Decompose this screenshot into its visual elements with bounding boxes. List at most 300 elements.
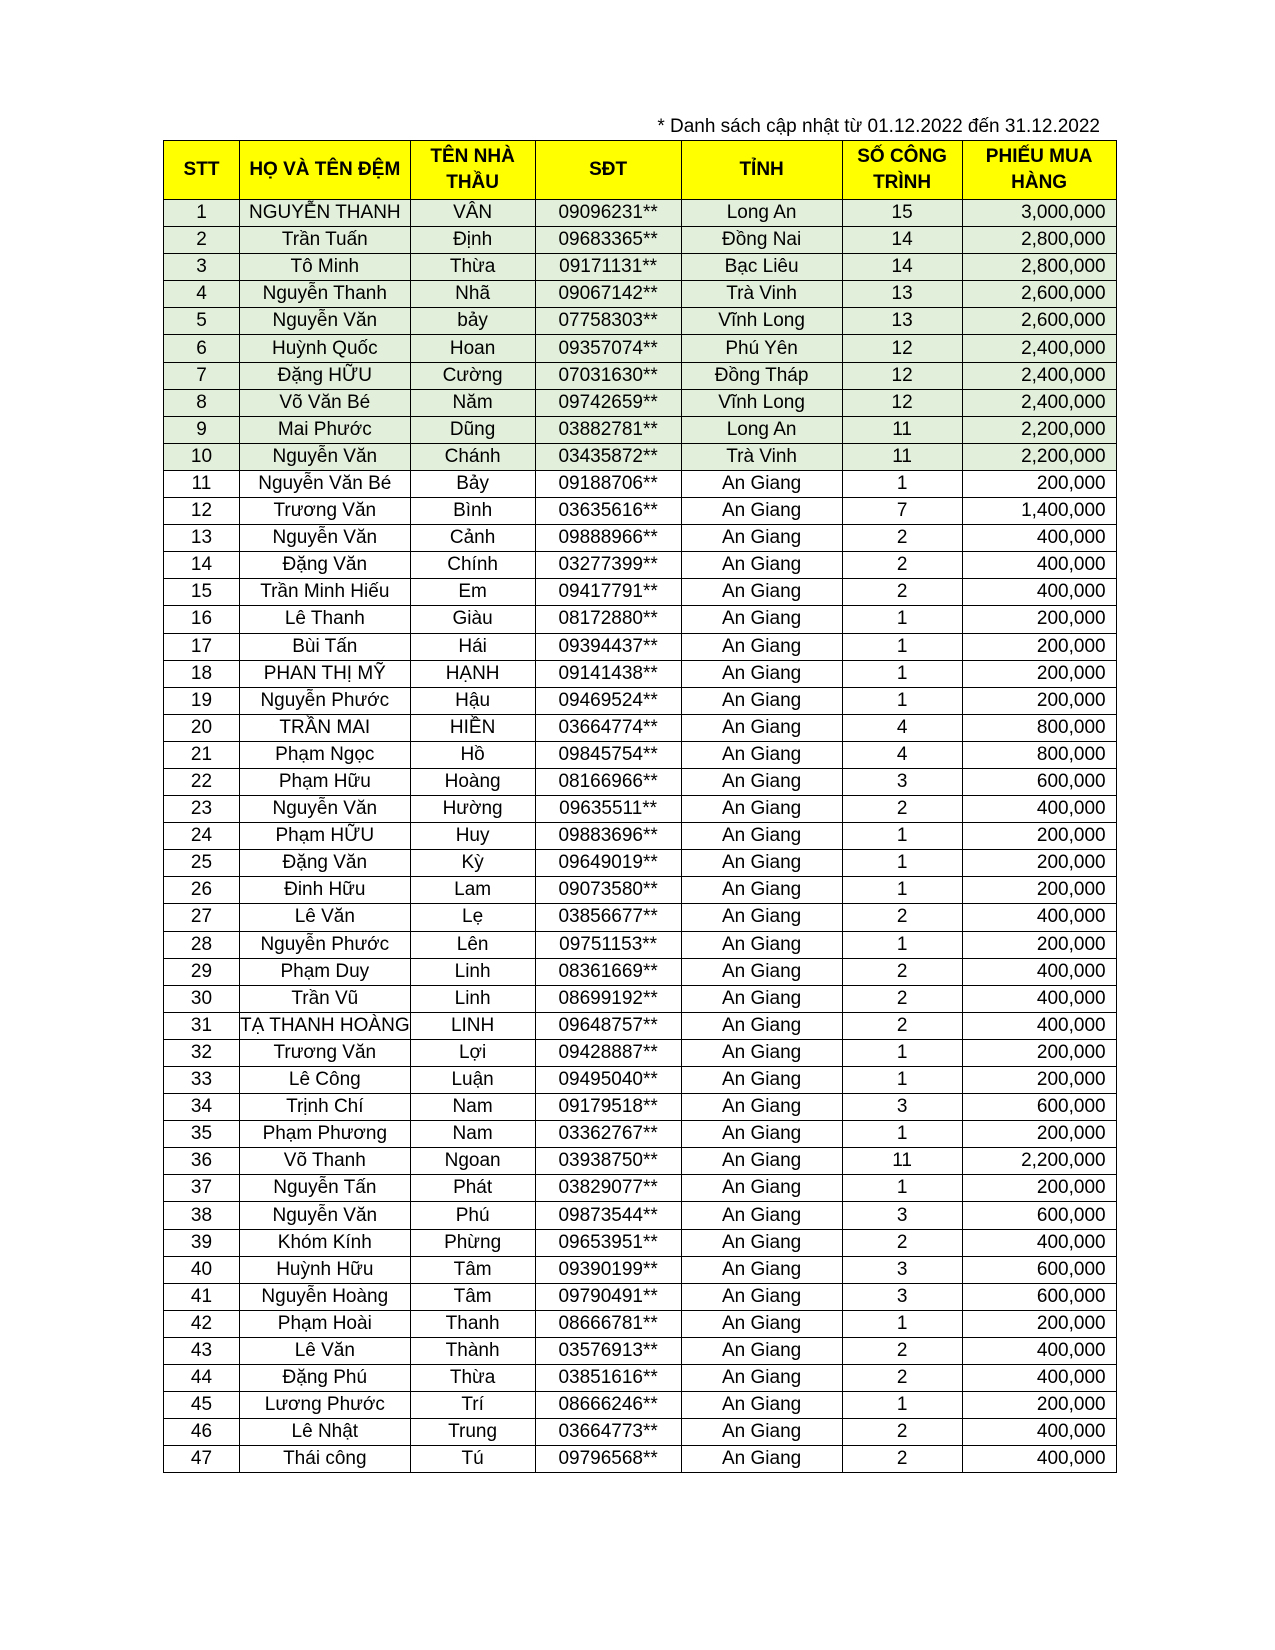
table-row — [164, 1148, 1117, 1175]
cell-ho-ten-dem: TẠ THANH HOÀNG — [240, 1012, 411, 1039]
cell-sdt: 08699192** — [535, 985, 681, 1012]
cell-ho-ten-dem: Mai Phước — [240, 416, 411, 443]
cell-so-cong-trinh: 1 — [842, 1039, 962, 1066]
cell-stt: 19 — [164, 687, 240, 714]
table-row — [164, 687, 1117, 714]
cell-tinh: Trà Vinh — [681, 281, 842, 308]
cell-stt: 45 — [164, 1392, 240, 1419]
cell-stt: 29 — [164, 958, 240, 985]
table-row — [164, 579, 1117, 606]
cell-sdt: 09417791** — [535, 579, 681, 606]
header-phieu-line1: PHIẾU MUA — [985, 146, 1093, 167]
cell-ho-ten-dem: Phạm Hoài — [240, 1310, 411, 1337]
cell-sdt: 09649019** — [535, 850, 681, 877]
cell-stt: 30 — [164, 985, 240, 1012]
cell-sdt: 09188706** — [535, 470, 681, 497]
cell-tinh: An Giang — [681, 1419, 842, 1446]
cell-so-cong-trinh: 2 — [842, 1337, 962, 1364]
table-row — [164, 335, 1117, 362]
cell-so-cong-trinh: 4 — [842, 714, 962, 741]
cell-phieu-mua-hang: 200,000 — [962, 1039, 1116, 1066]
cell-so-cong-trinh: 14 — [842, 254, 962, 281]
cell-tinh: An Giang — [681, 606, 842, 633]
table-row — [164, 1121, 1117, 1148]
table-row — [164, 281, 1117, 308]
cell-phieu-mua-hang: 400,000 — [962, 1446, 1116, 1473]
cell-ho-ten-dem: Lương Phước — [240, 1392, 411, 1419]
cell-so-cong-trinh: 1 — [842, 687, 962, 714]
cell-sdt: 09653951** — [535, 1229, 681, 1256]
cell-ten-nha-thau: Tâm — [410, 1283, 535, 1310]
cell-so-cong-trinh: 1 — [842, 877, 962, 904]
cell-ten-nha-thau: Nhã — [410, 281, 535, 308]
cell-stt: 34 — [164, 1094, 240, 1121]
cell-ho-ten-dem: Phạm HỮU — [240, 823, 411, 850]
header-so-line1: SỐ CÔNG — [857, 146, 947, 167]
cell-stt: 4 — [164, 281, 240, 308]
cell-ten-nha-thau: Chánh — [410, 443, 535, 470]
table-row — [164, 1365, 1117, 1392]
cell-sdt: 03277399** — [535, 552, 681, 579]
cell-ten-nha-thau: Hồ — [410, 741, 535, 768]
table-row — [164, 985, 1117, 1012]
cell-ten-nha-thau: Chính — [410, 552, 535, 579]
cell-ten-nha-thau: Lẹ — [410, 904, 535, 931]
cell-ten-nha-thau: Phú — [410, 1202, 535, 1229]
header-phieu-mua-hang — [962, 141, 1116, 200]
cell-so-cong-trinh: 1 — [842, 1067, 962, 1094]
table-row — [164, 1337, 1117, 1364]
cell-phieu-mua-hang: 600,000 — [962, 1094, 1116, 1121]
cell-ten-nha-thau: Trí — [410, 1392, 535, 1419]
cell-ten-nha-thau: Thành — [410, 1337, 535, 1364]
table-row — [164, 714, 1117, 741]
cell-tinh: An Giang — [681, 1229, 842, 1256]
cell-so-cong-trinh: 3 — [842, 1202, 962, 1229]
table-row — [164, 606, 1117, 633]
cell-sdt: 08361669** — [535, 958, 681, 985]
cell-ten-nha-thau: Ngoan — [410, 1148, 535, 1175]
cell-phieu-mua-hang: 2,200,000 — [962, 443, 1116, 470]
table-row — [164, 1256, 1117, 1283]
cell-tinh: An Giang — [681, 525, 842, 552]
cell-sdt: 03938750** — [535, 1148, 681, 1175]
table-row — [164, 823, 1117, 850]
cell-stt: 16 — [164, 606, 240, 633]
cell-phieu-mua-hang: 2,200,000 — [962, 1148, 1116, 1175]
cell-tinh: Phú Yên — [681, 335, 842, 362]
table-row — [164, 1310, 1117, 1337]
cell-stt: 2 — [164, 227, 240, 254]
cell-ho-ten-dem: Trương Văn — [240, 1039, 411, 1066]
cell-ten-nha-thau: Luận — [410, 1067, 535, 1094]
table-row — [164, 552, 1117, 579]
cell-phieu-mua-hang: 400,000 — [962, 1365, 1116, 1392]
cell-sdt: 09495040** — [535, 1067, 681, 1094]
table-body — [164, 200, 1117, 1473]
cell-so-cong-trinh: 2 — [842, 1229, 962, 1256]
table-row — [164, 633, 1117, 660]
cell-ho-ten-dem: Đặng Phú — [240, 1365, 411, 1392]
header-ho-ten-dem: HỌ VÀ TÊN ĐỆM — [240, 141, 411, 200]
cell-so-cong-trinh: 2 — [842, 985, 962, 1012]
cell-so-cong-trinh: 2 — [842, 525, 962, 552]
cell-sdt: 09790491** — [535, 1283, 681, 1310]
cell-ten-nha-thau: LINH — [410, 1012, 535, 1039]
cell-stt: 20 — [164, 714, 240, 741]
header-ten-line1: TÊN NHÀ — [430, 146, 515, 167]
cell-phieu-mua-hang: 400,000 — [962, 1229, 1116, 1256]
table-row — [164, 796, 1117, 823]
cell-tinh: An Giang — [681, 1175, 842, 1202]
cell-phieu-mua-hang: 2,400,000 — [962, 362, 1116, 389]
cell-tinh: An Giang — [681, 1039, 842, 1066]
cell-ho-ten-dem: TRẦN MAI — [240, 714, 411, 741]
cell-so-cong-trinh: 11 — [842, 416, 962, 443]
cell-tinh: An Giang — [681, 552, 842, 579]
cell-phieu-mua-hang: 400,000 — [962, 525, 1116, 552]
cell-ten-nha-thau: Phừng — [410, 1229, 535, 1256]
cell-ten-nha-thau: Lợi — [410, 1039, 535, 1066]
cell-sdt: 03856677** — [535, 904, 681, 931]
cell-sdt: 03829077** — [535, 1175, 681, 1202]
cell-sdt: 09394437** — [535, 633, 681, 660]
cell-so-cong-trinh: 11 — [842, 443, 962, 470]
cell-phieu-mua-hang: 200,000 — [962, 1175, 1116, 1202]
table-row — [164, 1175, 1117, 1202]
cell-ten-nha-thau: Cảnh — [410, 525, 535, 552]
cell-ho-ten-dem: NGUYỄN THANH — [240, 200, 411, 227]
table-row — [164, 1012, 1117, 1039]
cell-sdt: 09683365** — [535, 227, 681, 254]
cell-sdt: 03435872** — [535, 443, 681, 470]
cell-sdt: 03664773** — [535, 1419, 681, 1446]
cell-ten-nha-thau: VÂN — [410, 200, 535, 227]
cell-phieu-mua-hang: 400,000 — [962, 1337, 1116, 1364]
cell-ten-nha-thau: Cường — [410, 362, 535, 389]
cell-ten-nha-thau: Nam — [410, 1094, 535, 1121]
cell-ho-ten-dem: Nguyễn Phước — [240, 687, 411, 714]
cell-sdt: 03362767** — [535, 1121, 681, 1148]
table-row — [164, 931, 1117, 958]
cell-so-cong-trinh: 13 — [842, 308, 962, 335]
cell-stt: 23 — [164, 796, 240, 823]
contractor-table — [163, 140, 1117, 1473]
cell-ho-ten-dem: Trịnh Chí — [240, 1094, 411, 1121]
cell-ho-ten-dem: Nguyễn Văn — [240, 308, 411, 335]
header-stt: STT — [164, 141, 240, 200]
cell-tinh: An Giang — [681, 1012, 842, 1039]
cell-tinh: Trà Vinh — [681, 443, 842, 470]
table-row — [164, 200, 1117, 227]
cell-stt: 13 — [164, 525, 240, 552]
cell-sdt: 07031630** — [535, 362, 681, 389]
cell-phieu-mua-hang: 200,000 — [962, 877, 1116, 904]
cell-phieu-mua-hang: 600,000 — [962, 768, 1116, 795]
cell-ho-ten-dem: Nguyễn Phước — [240, 931, 411, 958]
cell-phieu-mua-hang: 600,000 — [962, 1256, 1116, 1283]
cell-ho-ten-dem: Đặng Văn — [240, 552, 411, 579]
cell-tinh: An Giang — [681, 1256, 842, 1283]
cell-ho-ten-dem: Nguyễn Tấn — [240, 1175, 411, 1202]
cell-ten-nha-thau: Hậu — [410, 687, 535, 714]
cell-so-cong-trinh: 2 — [842, 958, 962, 985]
cell-phieu-mua-hang: 2,600,000 — [962, 281, 1116, 308]
cell-so-cong-trinh: 12 — [842, 362, 962, 389]
cell-stt: 27 — [164, 904, 240, 931]
cell-so-cong-trinh: 14 — [842, 227, 962, 254]
cell-phieu-mua-hang: 400,000 — [962, 1419, 1116, 1446]
cell-so-cong-trinh: 2 — [842, 552, 962, 579]
cell-stt: 17 — [164, 633, 240, 660]
cell-ten-nha-thau: Hoàng — [410, 768, 535, 795]
cell-phieu-mua-hang: 3,000,000 — [962, 200, 1116, 227]
cell-stt: 11 — [164, 470, 240, 497]
cell-stt: 35 — [164, 1121, 240, 1148]
cell-tinh: An Giang — [681, 850, 842, 877]
cell-stt: 14 — [164, 552, 240, 579]
cell-phieu-mua-hang: 600,000 — [962, 1283, 1116, 1310]
cell-ho-ten-dem: Trần Vũ — [240, 985, 411, 1012]
cell-ten-nha-thau: Linh — [410, 958, 535, 985]
cell-tinh: Vĩnh Long — [681, 389, 842, 416]
cell-tinh: An Giang — [681, 1067, 842, 1094]
cell-ho-ten-dem: Phạm Hữu — [240, 768, 411, 795]
cell-so-cong-trinh: 12 — [842, 335, 962, 362]
cell-tinh: An Giang — [681, 1148, 842, 1175]
cell-ten-nha-thau: Huy — [410, 823, 535, 850]
cell-ho-ten-dem: Nguyễn Văn — [240, 796, 411, 823]
cell-phieu-mua-hang: 200,000 — [962, 660, 1116, 687]
cell-tinh: An Giang — [681, 687, 842, 714]
table-row — [164, 877, 1117, 904]
cell-ho-ten-dem: Đặng HỮU — [240, 362, 411, 389]
cell-tinh: An Giang — [681, 714, 842, 741]
cell-so-cong-trinh: 1 — [842, 606, 962, 633]
table-row — [164, 443, 1117, 470]
table-row — [164, 525, 1117, 552]
cell-phieu-mua-hang: 200,000 — [962, 606, 1116, 633]
cell-tinh: An Giang — [681, 470, 842, 497]
cell-phieu-mua-hang: 400,000 — [962, 552, 1116, 579]
update-note: * Danh sách cập nhật từ 01.12.2022 đến 31.12.2022 — [657, 116, 1100, 137]
cell-ten-nha-thau: Tâm — [410, 1256, 535, 1283]
header-sdt: SĐT — [535, 141, 681, 200]
cell-tinh: An Giang — [681, 660, 842, 687]
cell-phieu-mua-hang: 600,000 — [962, 1202, 1116, 1229]
cell-sdt: 09751153** — [535, 931, 681, 958]
cell-stt: 31 — [164, 1012, 240, 1039]
cell-sdt: 03576913** — [535, 1337, 681, 1364]
cell-phieu-mua-hang: 200,000 — [962, 1392, 1116, 1419]
cell-stt: 15 — [164, 579, 240, 606]
cell-ho-ten-dem: Trương Văn — [240, 498, 411, 525]
cell-sdt: 09883696** — [535, 823, 681, 850]
table-row — [164, 1229, 1117, 1256]
cell-ho-ten-dem: PHAN THỊ MỸ — [240, 660, 411, 687]
cell-ho-ten-dem: Võ Thanh — [240, 1148, 411, 1175]
cell-ten-nha-thau: Lam — [410, 877, 535, 904]
table-row — [164, 1392, 1117, 1419]
cell-tinh: An Giang — [681, 1202, 842, 1229]
cell-ho-ten-dem: Đặng Văn — [240, 850, 411, 877]
cell-stt: 39 — [164, 1229, 240, 1256]
cell-stt: 12 — [164, 498, 240, 525]
cell-tinh: Long An — [681, 416, 842, 443]
cell-ten-nha-thau: HẠNH — [410, 660, 535, 687]
cell-sdt: 08172880** — [535, 606, 681, 633]
cell-ho-ten-dem: Huỳnh Quốc — [240, 335, 411, 362]
cell-phieu-mua-hang: 200,000 — [962, 1310, 1116, 1337]
cell-tinh: An Giang — [681, 1094, 842, 1121]
cell-phieu-mua-hang: 200,000 — [962, 1121, 1116, 1148]
cell-sdt: 03635616** — [535, 498, 681, 525]
cell-sdt: 03664774** — [535, 714, 681, 741]
cell-phieu-mua-hang: 400,000 — [962, 1012, 1116, 1039]
cell-stt: 43 — [164, 1337, 240, 1364]
cell-stt: 9 — [164, 416, 240, 443]
cell-stt: 33 — [164, 1067, 240, 1094]
cell-so-cong-trinh: 2 — [842, 1419, 962, 1446]
cell-stt: 37 — [164, 1175, 240, 1202]
cell-ten-nha-thau: Thanh — [410, 1310, 535, 1337]
table-row — [164, 768, 1117, 795]
cell-phieu-mua-hang: 800,000 — [962, 741, 1116, 768]
cell-sdt: 03851616** — [535, 1365, 681, 1392]
cell-sdt: 08666781** — [535, 1310, 681, 1337]
cell-ho-ten-dem: Nguyễn Văn — [240, 525, 411, 552]
cell-ho-ten-dem: Nguyễn Hoàng — [240, 1283, 411, 1310]
table-row — [164, 498, 1117, 525]
cell-stt: 1 — [164, 200, 240, 227]
cell-stt: 40 — [164, 1256, 240, 1283]
cell-tinh: Đồng Tháp — [681, 362, 842, 389]
cell-ho-ten-dem: Trần Minh Hiếu — [240, 579, 411, 606]
cell-phieu-mua-hang: 2,800,000 — [962, 227, 1116, 254]
cell-tinh: An Giang — [681, 741, 842, 768]
cell-sdt: 09469524** — [535, 687, 681, 714]
cell-so-cong-trinh: 1 — [842, 1392, 962, 1419]
cell-ten-nha-thau: Phát — [410, 1175, 535, 1202]
cell-ten-nha-thau: Định — [410, 227, 535, 254]
table-row — [164, 416, 1117, 443]
cell-ten-nha-thau: Nam — [410, 1121, 535, 1148]
table-row — [164, 470, 1117, 497]
cell-tinh: An Giang — [681, 633, 842, 660]
cell-sdt: 09096231** — [535, 200, 681, 227]
cell-so-cong-trinh: 2 — [842, 796, 962, 823]
cell-stt: 3 — [164, 254, 240, 281]
cell-phieu-mua-hang: 2,400,000 — [962, 389, 1116, 416]
cell-so-cong-trinh: 1 — [842, 633, 962, 660]
cell-sdt: 08166966** — [535, 768, 681, 795]
table-row — [164, 660, 1117, 687]
cell-sdt: 09888966** — [535, 525, 681, 552]
cell-stt: 6 — [164, 335, 240, 362]
cell-tinh: Đồng Nai — [681, 227, 842, 254]
cell-sdt: 09357074** — [535, 335, 681, 362]
table-row — [164, 389, 1117, 416]
cell-ten-nha-thau: Hái — [410, 633, 535, 660]
table-row — [164, 227, 1117, 254]
cell-stt: 41 — [164, 1283, 240, 1310]
cell-tinh: An Giang — [681, 1365, 842, 1392]
cell-phieu-mua-hang: 200,000 — [962, 633, 1116, 660]
cell-phieu-mua-hang: 2,600,000 — [962, 308, 1116, 335]
cell-ten-nha-thau: Hoan — [410, 335, 535, 362]
cell-ho-ten-dem: Lê Thanh — [240, 606, 411, 633]
cell-so-cong-trinh: 3 — [842, 768, 962, 795]
cell-tinh: An Giang — [681, 1337, 842, 1364]
cell-ho-ten-dem: Nguyễn Văn — [240, 1202, 411, 1229]
cell-stt: 25 — [164, 850, 240, 877]
cell-tinh: An Giang — [681, 985, 842, 1012]
cell-phieu-mua-hang: 400,000 — [962, 958, 1116, 985]
cell-sdt: 07758303** — [535, 308, 681, 335]
cell-tinh: An Giang — [681, 1121, 842, 1148]
cell-ten-nha-thau: Lên — [410, 931, 535, 958]
cell-stt: 5 — [164, 308, 240, 335]
header-so-line2: TRÌNH — [873, 172, 932, 193]
cell-ho-ten-dem: Nguyễn Thanh — [240, 281, 411, 308]
cell-so-cong-trinh: 1 — [842, 850, 962, 877]
cell-phieu-mua-hang: 2,200,000 — [962, 416, 1116, 443]
table-row — [164, 741, 1117, 768]
cell-sdt: 09171131** — [535, 254, 681, 281]
cell-so-cong-trinh: 1 — [842, 1310, 962, 1337]
cell-tinh: An Giang — [681, 768, 842, 795]
cell-phieu-mua-hang: 400,000 — [962, 579, 1116, 606]
cell-ho-ten-dem: Nguyễn Văn — [240, 443, 411, 470]
cell-phieu-mua-hang: 200,000 — [962, 687, 1116, 714]
cell-stt: 44 — [164, 1365, 240, 1392]
cell-ten-nha-thau: Bình — [410, 498, 535, 525]
cell-so-cong-trinh: 1 — [842, 1175, 962, 1202]
cell-ho-ten-dem: Bùi Tấn — [240, 633, 411, 660]
cell-tinh: An Giang — [681, 1310, 842, 1337]
cell-ho-ten-dem: Nguyễn Văn Bé — [240, 470, 411, 497]
cell-ten-nha-thau: Giàu — [410, 606, 535, 633]
cell-ten-nha-thau: Trung — [410, 1419, 535, 1446]
cell-phieu-mua-hang: 200,000 — [962, 1067, 1116, 1094]
cell-ten-nha-thau: Hường — [410, 796, 535, 823]
cell-ho-ten-dem: Phạm Phương — [240, 1121, 411, 1148]
cell-so-cong-trinh: 2 — [842, 904, 962, 931]
cell-so-cong-trinh: 3 — [842, 1256, 962, 1283]
table-row — [164, 1419, 1117, 1446]
cell-ho-ten-dem: Võ Văn Bé — [240, 389, 411, 416]
cell-ten-nha-thau: Kỳ — [410, 850, 535, 877]
table-row — [164, 1039, 1117, 1066]
cell-sdt: 09067142** — [535, 281, 681, 308]
cell-ten-nha-thau: Em — [410, 579, 535, 606]
cell-tinh: An Giang — [681, 1446, 842, 1473]
table-row — [164, 958, 1117, 985]
cell-sdt: 09428887** — [535, 1039, 681, 1066]
cell-sdt: 09141438** — [535, 660, 681, 687]
cell-so-cong-trinh: 2 — [842, 1446, 962, 1473]
cell-stt: 8 — [164, 389, 240, 416]
table-row — [164, 1446, 1117, 1473]
cell-stt: 47 — [164, 1446, 240, 1473]
cell-ten-nha-thau: Linh — [410, 985, 535, 1012]
cell-tinh: An Giang — [681, 498, 842, 525]
cell-ho-ten-dem: Huỳnh Hữu — [240, 1256, 411, 1283]
cell-tinh: An Giang — [681, 796, 842, 823]
cell-so-cong-trinh: 2 — [842, 1365, 962, 1392]
cell-sdt: 09073580** — [535, 877, 681, 904]
cell-tinh: An Giang — [681, 1392, 842, 1419]
